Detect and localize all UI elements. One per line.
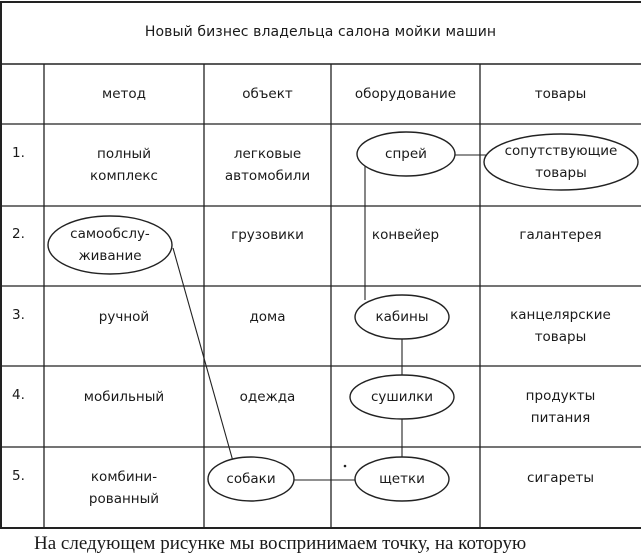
table-cell: щетки bbox=[379, 471, 425, 487]
column-header-equipment: оборудование bbox=[354, 86, 457, 102]
table-cell: сушилки bbox=[370, 389, 434, 405]
row-number: 2. bbox=[12, 226, 25, 242]
row-number: 1. bbox=[12, 145, 25, 161]
row-number: 4. bbox=[12, 387, 25, 403]
table-cell: мобильный bbox=[83, 389, 165, 405]
table-cell: одежда bbox=[239, 389, 296, 405]
column-header-goods: товары bbox=[534, 86, 587, 102]
column-header-method: метод bbox=[102, 86, 146, 102]
stray-dot bbox=[344, 465, 347, 468]
table-cell: самообслу- живание bbox=[70, 226, 150, 264]
table-cell: грузовики bbox=[231, 227, 304, 243]
table-cell: собаки bbox=[226, 471, 276, 487]
table-cell: полный комплекс bbox=[90, 146, 158, 184]
table-cell: комбини- рованный bbox=[88, 468, 160, 507]
table-cell: продукты питания bbox=[525, 387, 596, 426]
table-cell: кабины bbox=[375, 309, 429, 325]
table-cell: конвейер bbox=[371, 227, 440, 243]
table-cell: ручной bbox=[98, 309, 150, 325]
table-cell: легковые автомобили bbox=[224, 146, 311, 184]
column-header-object: объект bbox=[242, 86, 293, 102]
table-cell: канцелярские товары bbox=[510, 307, 611, 345]
row-number: 3. bbox=[12, 307, 25, 323]
table-cell: сигареты bbox=[527, 470, 594, 486]
connector-line bbox=[173, 248, 238, 479]
table-cell: галантерея bbox=[519, 227, 602, 243]
table-cell: спрей bbox=[385, 146, 427, 162]
table-cell: дома bbox=[249, 309, 286, 325]
body-text-line: На следующем рисунке мы воспринимаем точку, на которую bbox=[34, 533, 527, 554]
row-number: 5. bbox=[12, 468, 25, 484]
table-title: Новый бизнес владельца салона мойки машин bbox=[144, 24, 497, 40]
table-cell: сопутствующие товары bbox=[504, 143, 618, 181]
